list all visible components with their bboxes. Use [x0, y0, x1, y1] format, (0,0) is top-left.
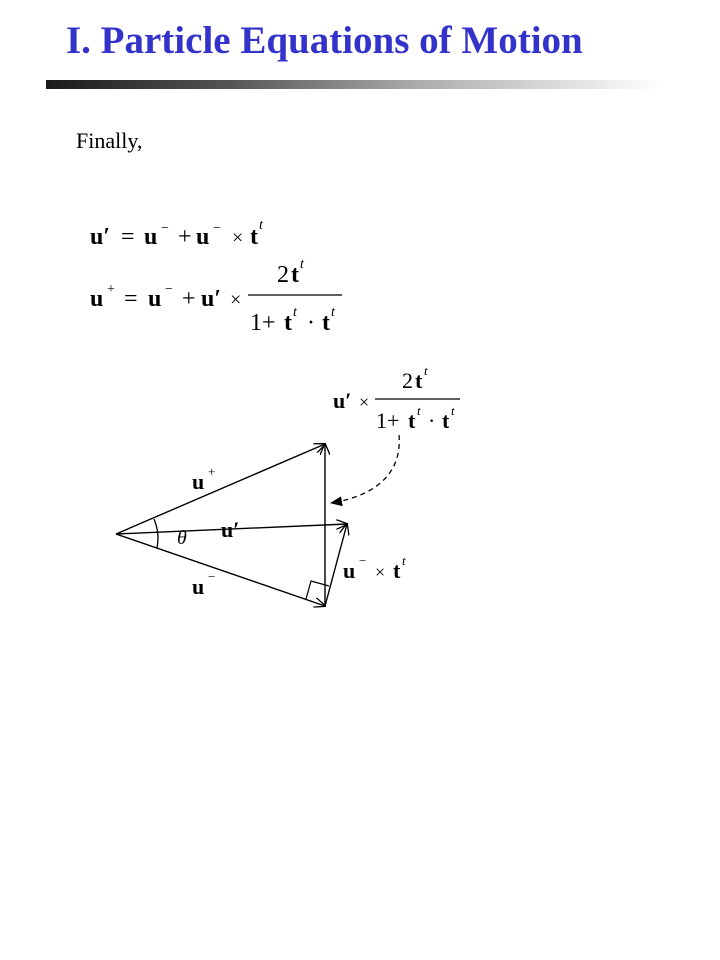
eq1-term3: t [250, 224, 258, 250]
equation-1 [90, 218, 264, 250]
eq2-numerator-coef: 2 [277, 262, 289, 288]
eq1-equals: = [121, 224, 135, 250]
label-u-plus-sup: + [208, 464, 216, 479]
callout-denom-t1-sup: t [417, 403, 421, 418]
label-cross-t-sup: t [402, 553, 406, 568]
eq2-denom-t2-sup: t [331, 305, 335, 320]
eq2-term2: u′ [201, 286, 222, 312]
eq2-equals: = [124, 286, 138, 312]
eq1-term3-sup: t [259, 218, 263, 233]
eq2-lhs-sup: + [107, 282, 115, 297]
label-u-minus-sup: − [208, 569, 216, 584]
eq2-lhs: u [90, 286, 104, 312]
callout-denom-t1: t [408, 408, 416, 433]
eq2-term1: u [148, 286, 162, 312]
eq2-denom-dot: · [307, 310, 315, 336]
eq2-numerator-t: t [291, 262, 299, 288]
callout-numerator-sup: t [424, 363, 428, 378]
label-cross-u-sup: − [359, 553, 367, 568]
callout-dashed-arrow [331, 435, 399, 503]
label-cross-u: u [343, 558, 356, 583]
label-cross-t: t [393, 558, 401, 583]
callout-times: × [359, 392, 370, 412]
callout-denom-t2: t [442, 408, 450, 433]
callout-denom-one: 1 [376, 408, 387, 433]
callout-expression [333, 363, 460, 433]
eq2-denom-t1: t [284, 310, 292, 336]
eq1-term2-sup: − [213, 221, 221, 236]
eq1-term2: u [196, 224, 210, 250]
u-minus-vector [116, 534, 325, 606]
eq1-lhs: u′ [90, 224, 111, 250]
eq1-times: × [232, 227, 244, 249]
eq2-plus: + [182, 286, 196, 312]
label-u-prime: u′ [221, 517, 240, 542]
equation-2 [90, 257, 342, 336]
callout-denom-plus: + [387, 408, 400, 433]
callout-numerator-coef: 2 [402, 368, 413, 393]
page-title: I. Particle Equations of Motion [66, 19, 583, 62]
eq1-term1-sup: − [161, 221, 169, 236]
label-cross-times: × [375, 562, 386, 582]
intro-text: Finally, [76, 128, 143, 153]
eq2-denom-t2: t [322, 310, 330, 336]
label-theta: θ [177, 527, 187, 549]
callout-denom-t2-sup: t [451, 403, 455, 418]
eq2-numerator-sup: t [300, 257, 304, 272]
eq2-times: × [230, 289, 242, 311]
theta-arc [154, 519, 158, 548]
callout-denom-dot: · [428, 408, 436, 433]
eq2-denom-t1-sup: t [293, 305, 297, 320]
eq1-plus: + [178, 224, 192, 250]
eq2-denom-plus: + [262, 310, 276, 336]
label-u-minus: u [192, 574, 205, 599]
eq1-term1: u [144, 224, 158, 250]
label-u-plus: u [192, 469, 205, 494]
eq2-term1-sup: − [165, 282, 173, 297]
eq2-denom-one: 1 [250, 310, 262, 336]
callout-u-prime: u′ [333, 388, 352, 413]
callout-numerator-t: t [415, 368, 423, 393]
